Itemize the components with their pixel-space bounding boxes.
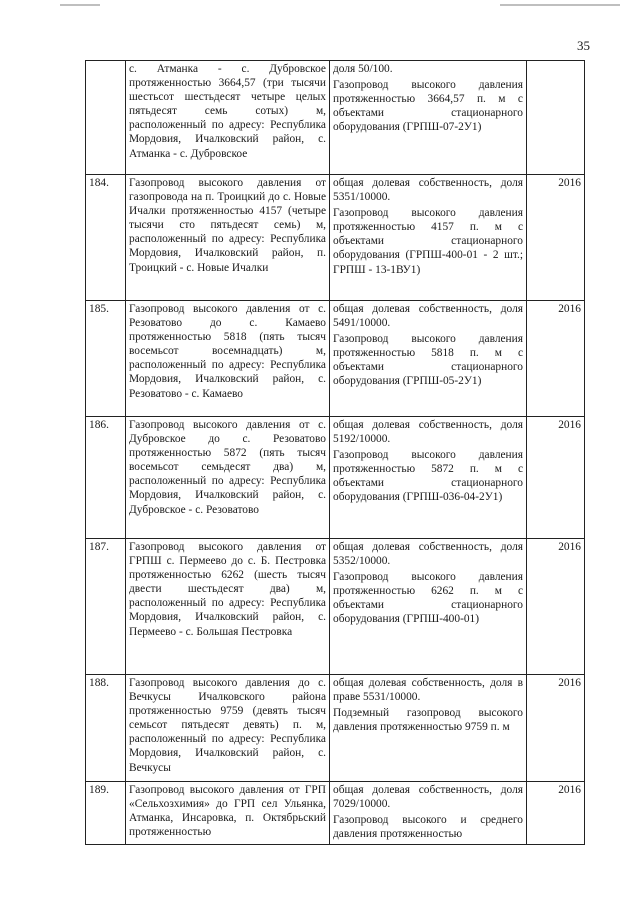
year: 2016: [527, 301, 585, 417]
row-number: 188.: [86, 675, 126, 782]
ownership-share: общая долевая собственность, доля в праве 5531/10000.: [333, 677, 523, 704]
scan-artifact: [60, 4, 100, 6]
ownership-share: общая долевая собственность, доля 5192/10000.: [333, 419, 523, 446]
ownership-share: общая долевая собственность, доля 5351/10000.: [333, 177, 523, 204]
year: 2016: [527, 782, 585, 845]
table-row: [86, 675, 585, 782]
page-number: 35: [577, 38, 590, 53]
year: 2016: [527, 675, 585, 782]
row-number: 187.: [86, 539, 126, 675]
table-row: [86, 301, 585, 417]
object-name: Газопровод высокого давления от ГРПШ с. Пермеево до с. Б. Пестровка протяженностью 6262 (шесть тысяч двести шестьдесят два) м, расположенный по адресу: Республика Мордовия, Ичалковский район, с. Пермеево - с. Большая Пестровка: [126, 539, 330, 675]
object-description: Газопровод высокого давления протяженностью 4157 п. м с объектами стационарного оборудования (ГРПШ-400-01 - 2 шт.; ГРПШ - 13-1ВУ1): [333, 207, 523, 276]
object-description: Газопровод высокого давления протяженностью 3664,57 п. м с объектами стационарного оборудования (ГРПШ-07-2У1): [333, 79, 523, 134]
ownership-cell: [330, 782, 527, 845]
object-name: Газопровод высокого давления от с. Дубровское до с. Резоватово протяженностью 5872 (пять тысяч восемьсот семьдесят два) м, расположенный по адресу: Республика Мордовия, Ичалковский район, с. Дубровское - с. Резоватово: [126, 417, 330, 539]
ownership-cell: [330, 301, 527, 417]
table-row: [86, 782, 585, 845]
scan-artifact: [500, 4, 620, 6]
ownership-share: общая долевая собственность, доля 5491/10000.: [333, 303, 523, 330]
row-number: 189.: [86, 782, 126, 845]
object-description: Газопровод высокого и среднего давления протяженностью: [333, 814, 523, 841]
ownership-cell: [330, 675, 527, 782]
object-description: Газопровод высокого давления протяженностью 5872 п. м с объектами стационарного оборудования (ГРПШ-036-04-2У1): [333, 449, 523, 504]
ownership-cell: [330, 417, 527, 539]
row-number: 186.: [86, 417, 126, 539]
object-name: Газопровод высокого давления от газопровода на п. Троицкий до с. Новые Ичалки протяженностью 4157 (четыре тысячи сто пятьдесят семь) м, расположенный по адресу: Республика Мордовия, Ичалковский район, п. Троицкий - с. Новые Ичалки: [126, 175, 330, 301]
object-name: Газопровод высокого давления от ГРП «Сельхозхимия» до ГРП сел Ульянка, Атманка, Инсаровка, п. Октябрьский протяженностью: [126, 782, 330, 845]
ownership-share: доля 50/100.: [333, 63, 393, 75]
year: [527, 61, 585, 175]
row-number: 184.: [86, 175, 126, 301]
ownership-cell: [330, 539, 527, 675]
year: 2016: [527, 417, 585, 539]
row-number: [86, 61, 126, 175]
object-description: Подземный газопровод высокого давления протяженностью 9759 п. м: [333, 707, 523, 734]
ownership-cell: [330, 175, 527, 301]
year: 2016: [527, 175, 585, 301]
table-row: [86, 417, 585, 539]
row-number: 185.: [86, 301, 126, 417]
year: 2016: [527, 539, 585, 675]
object-name: Газопровод высокого давления до с. Вечкусы Ичалковского района протяженностью 9759 (девять тысяч семьсот пятьдесят девять) п. м, расположенный по адресу: Республика Мордовия, Ичалковский район, с. Вечкусы: [126, 675, 330, 782]
object-name: с. Атманка - с. Дубровское протяженностью 3664,57 (три тысячи шестьсот шестьдесят четыре целых пятьдесят семь сотых) м, расположенный по адресу: Республика Мордовия, Ичалковский район, с. Атманка - с. Дубровское: [126, 61, 330, 175]
object-name: Газопровод высокого давления от с. Резоватово до с. Камаево протяженностью 5818 (пять тысяч восемьсот восемнадцать) м, расположенный по адресу: Республика Мордовия, Ичалковский район, с. Резоватово - с. Камаево: [126, 301, 330, 417]
table-row: [86, 539, 585, 675]
property-registry-table: [85, 60, 585, 845]
table-row: [86, 175, 585, 301]
ownership-cell: [330, 61, 527, 175]
object-description: Газопровод высокого давления протяженностью 6262 п. м с объектами стационарного оборудования (ГРПШ-400-01): [333, 571, 523, 626]
table-row: [86, 61, 585, 175]
ownership-share: общая долевая собственность, доля 5352/10000.: [333, 541, 523, 568]
ownership-share: общая долевая собственность, доля 7029/10000.: [333, 784, 523, 811]
object-description: Газопровод высокого давления протяженностью 5818 п. м с объектами стационарного оборудования (ГРПШ-05-2У1): [333, 333, 523, 388]
